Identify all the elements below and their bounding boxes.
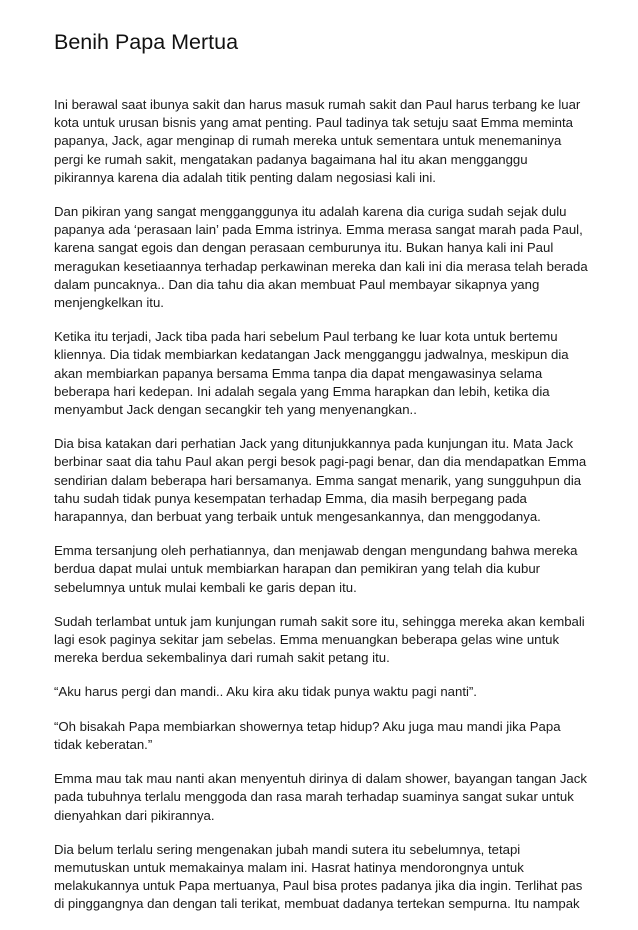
paragraph-4: Dia bisa katakan dari perhatian Jack yang ditunjukkannya pada kunjungan itu. Mata Jack berbinar saat dia tahu Paul akan pergi besok pagi-pagi benar, dan dia mendapatkan Emma sendirian dalam beberapa hari bersamanya. Emma sangat menarik, yang sungguhpun dia tahu sudah tidak punya kesempatan terhadap Emma, dia masih berpegang pada harapannya, dan berbuat yang terbaik untuk mengesankannya, dan menggodanya. [54,436,587,525]
paragraph-6: Sudah terlambat untuk jam kunjungan rumah sakit sore itu, sehingga mereka akan kembali lagi esok paginya sekitar jam sebelas. Emma menuangkan beberapa gelas wine untuk mereka berdua sekembalinya dari rumah sakit petang itu. [54,613,585,666]
paragraph-8: “Oh bisakah Papa membiarkan showernya tetap hidup? Aku juga mau mandi jika Papa tidak keberatan.” [54,718,561,752]
paragraph-9: Emma mau tak mau nanti akan menyentuh dirinya di dalam shower, bayangan tangan Jack pada tubuhnya terlalu menggoda dan rasa marah terhadap suaminya sangat sukar untuk dienyahkan dari pikirannya. [54,771,587,823]
paragraph-2: Dan pikiran yang sangat mengganggunya itu adalah karena dia curiga sudah sejak dulu papanya ada ‘perasaan lain’ pada Emma istrinya. Emma merasa sangat marah pada Paul, karena sangat egois dan dengan perasaan cemburunya itu. Bukan hanya kali ini Paul meragukan kesetiaannya terhadap perkawinan mereka dan kali ini dia merasa telah berada dalam puncaknya.. Dan dia tahu dia akan membuat Paul membayar sikapnya yang menjengkelkan itu. [54,204,588,311]
paragraph-7: “Aku harus pergi dan mandi.. Aku kira aku tidak punya waktu pagi nanti”. [54,684,477,700]
document-page [54,22,590,930]
paragraph-3: Ketika itu terjadi, Jack tiba pada hari sebelum Paul terbang ke luar kota untuk bertemu kliennya. Dia tidak membiarkan kedatangan Jack mengganggu jadwalnya, meskipun dia akan membiarkan papanya bersama Emma tanpa dia dapat mengawasinya selama beberapa hari kedepan. Ini adalah segala yang Emma harapkan dan lebih, ketika dia menyambut Jack dengan secangkir teh yang menyenangkan.. [54,329,569,418]
document-title: Benih Papa Mertua [54,30,239,54]
paragraph-5: Emma tersanjung oleh perhatiannya, dan menjawab dengan mengundang bahwa mereka berdua dapat mulai untuk membiarkan harapan dan pemikiran yang telah dia kubur sebelumnya untuk mulai kembali ke garis depan itu. [54,543,578,595]
paragraph-1: Ini berawal saat ibunya sakit dan harus masuk rumah sakit dan Paul harus terbang ke luar kota untuk urusan bisnis yang amat penting. Paul tadinya tak setuju saat Emma meminta papanya, Jack, agar menginap di rumah mereka untuk sementara untuk menemaninya pergi ke rumah sakit, mengatakan padanya bagaimana hal itu akan mengganggu pikirannya karena dia adalah titik penting dalam negosiasi kali ini. [54,97,581,185]
paragraph-10: Dia belum terlalu sering mengenakan jubah mandi sutera itu sebelumnya, tetapi memutuskan untuk memakainya malam ini. Hasrat hatinya mendorongnya untuk melakukannya untuk Papa mertuanya, Paul bisa protes padanya jika dia ingin. Terlihat pas di pinggangnya dan dengan tali terikat, membuat dadanya tertekan sempurna. Itu nampak [54,841,583,912]
